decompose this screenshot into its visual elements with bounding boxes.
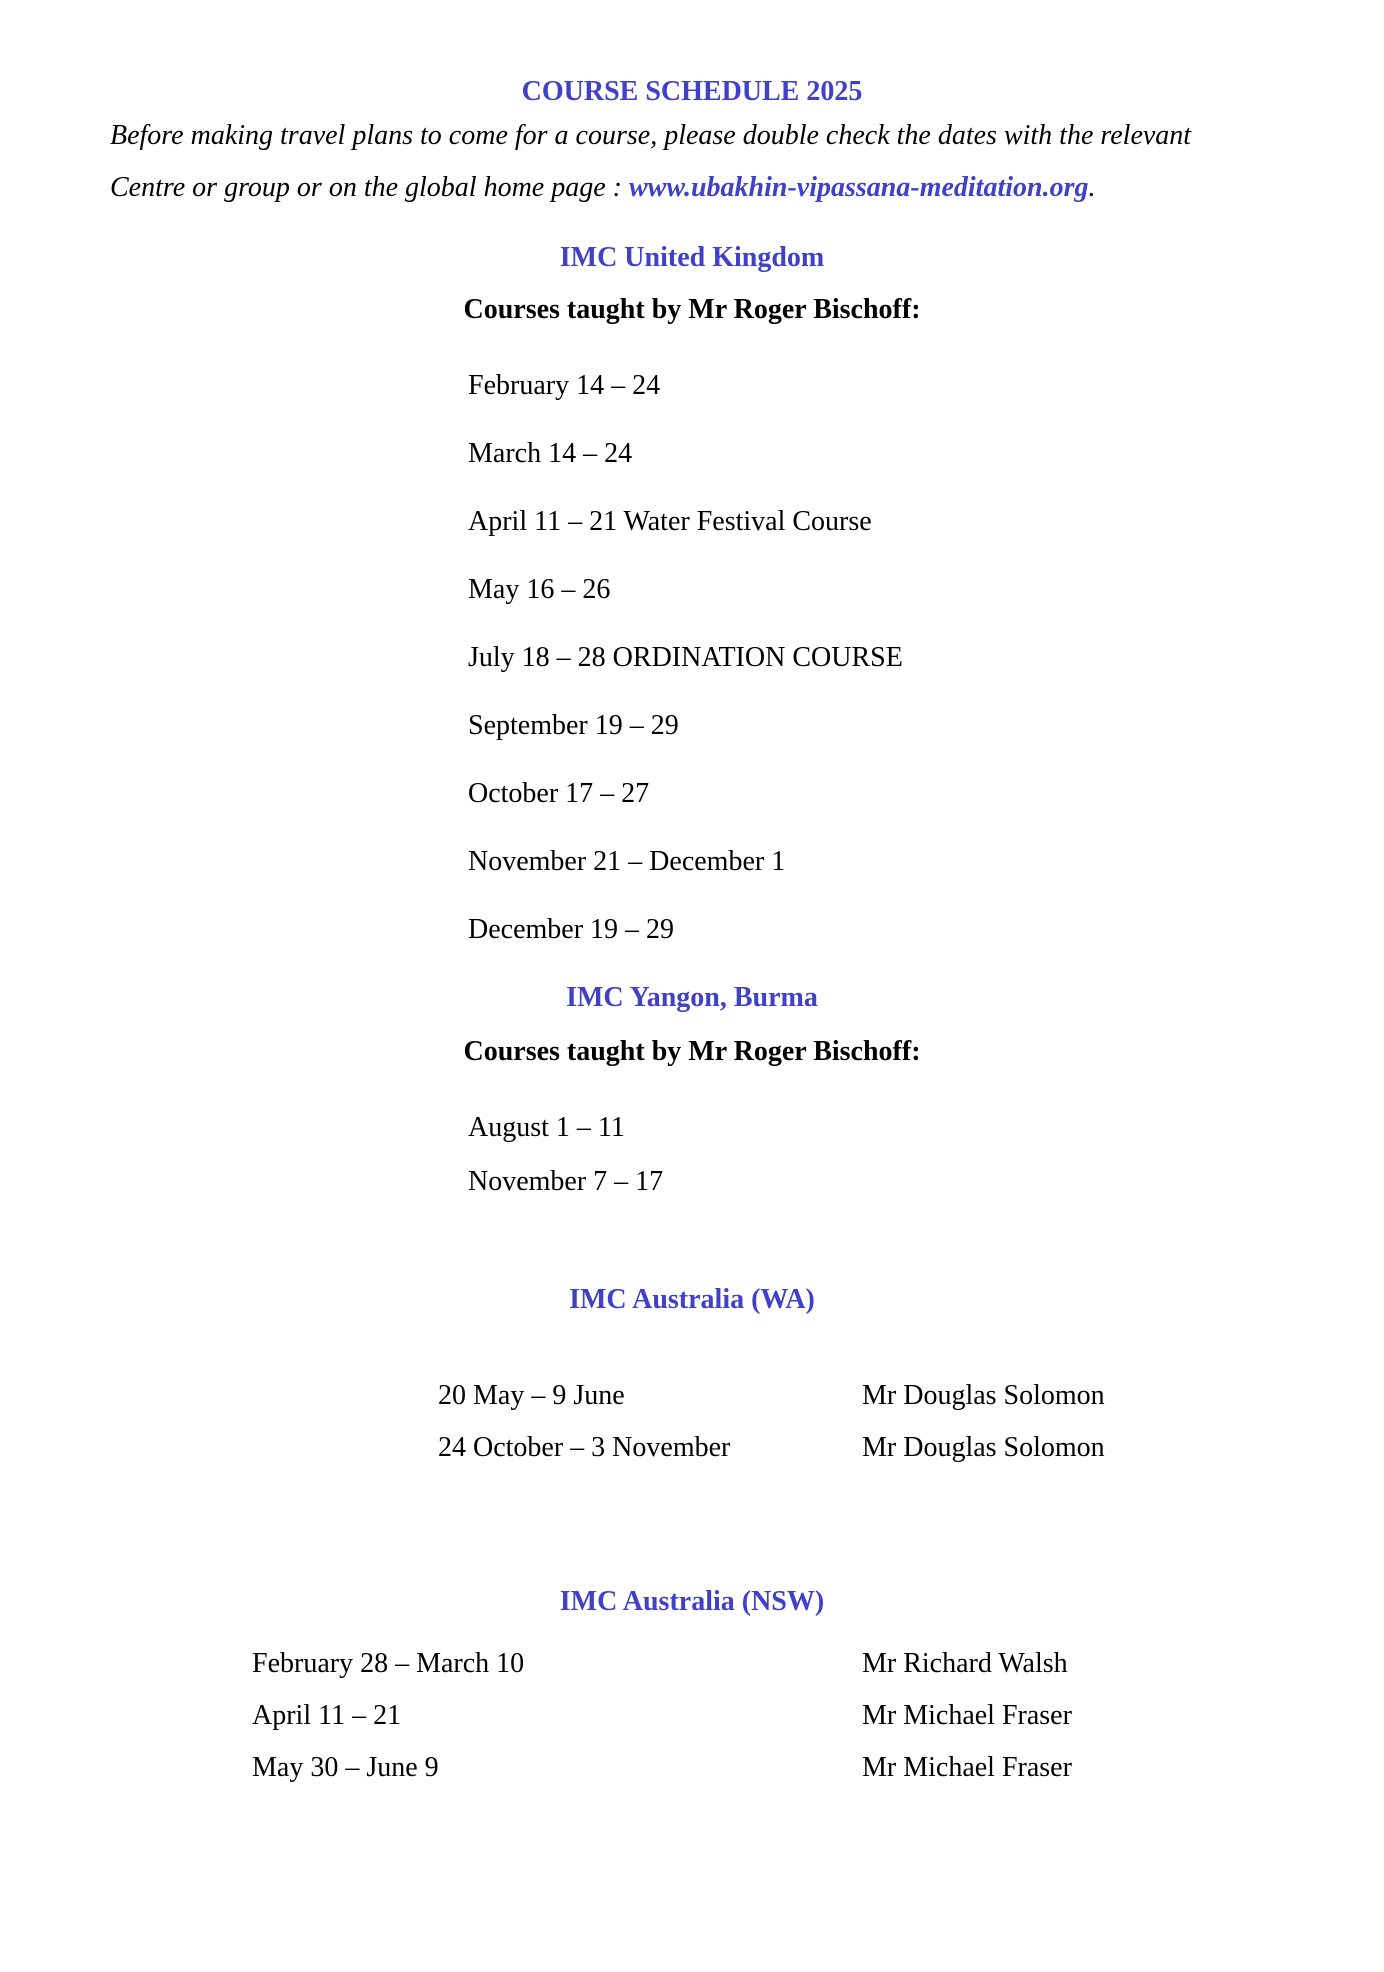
nsw-course-dates: April 11 – 21	[252, 1700, 402, 1731]
nsw-course-dates: February 28 – March 10	[252, 1648, 525, 1679]
intro-text: Centre or group or on the global home page :	[110, 172, 629, 203]
yangon-teacher-line: Courses taught by Mr Roger Bischoff:	[463, 1036, 921, 1067]
intro-period: .	[1088, 172, 1096, 203]
uk-course-item: July 18 – 28 ORDINATION COURSE	[468, 642, 903, 673]
wa-course-dates: 24 October – 3 November	[438, 1432, 731, 1463]
section-heading-wa: IMC Australia (WA)	[569, 1284, 815, 1315]
intro-line-2	[110, 172, 1095, 204]
uk-teacher-line: Courses taught by Mr Roger Bischoff:	[463, 294, 921, 325]
wa-course-teacher: Mr Douglas Solomon	[862, 1380, 1105, 1411]
uk-course-item: April 11 – 21 Water Festival Course	[468, 506, 872, 537]
uk-course-item: December 19 – 29	[468, 914, 675, 945]
homepage-link[interactable]: www.ubakhin-vipassana-meditation.org	[628, 172, 1089, 203]
yangon-course-item: August 1 – 11	[468, 1112, 625, 1143]
uk-course-item: October 17 – 27	[468, 778, 650, 809]
nsw-course-teacher: Mr Michael Fraser	[862, 1700, 1072, 1731]
wa-course-dates: 20 May – 9 June	[438, 1380, 625, 1411]
uk-course-item: March 14 – 24	[468, 438, 633, 469]
wa-course-teacher: Mr Douglas Solomon	[862, 1432, 1105, 1463]
section-heading-yangon: IMC Yangon, Burma	[566, 982, 818, 1013]
uk-course-item: May 16 – 26	[468, 574, 611, 605]
uk-course-item: February 14 – 24	[468, 370, 661, 401]
yangon-course-item: November 7 – 17	[468, 1166, 664, 1197]
nsw-course-teacher: Mr Michael Fraser	[862, 1752, 1072, 1783]
uk-course-item: September 19 – 29	[468, 710, 679, 741]
section-heading-uk: IMC United Kingdom	[559, 242, 825, 273]
intro-line-1: Before making travel plans to come for a course, please double check the dates with the relevant	[110, 120, 1192, 151]
section-heading-nsw: IMC Australia (NSW)	[559, 1586, 825, 1617]
nsw-course-teacher: Mr Richard Walsh	[862, 1648, 1068, 1679]
uk-course-item: November 21 – December 1	[468, 846, 786, 877]
nsw-course-dates: May 30 – June 9	[252, 1752, 439, 1783]
page-title: COURSE SCHEDULE 2025	[521, 76, 863, 107]
